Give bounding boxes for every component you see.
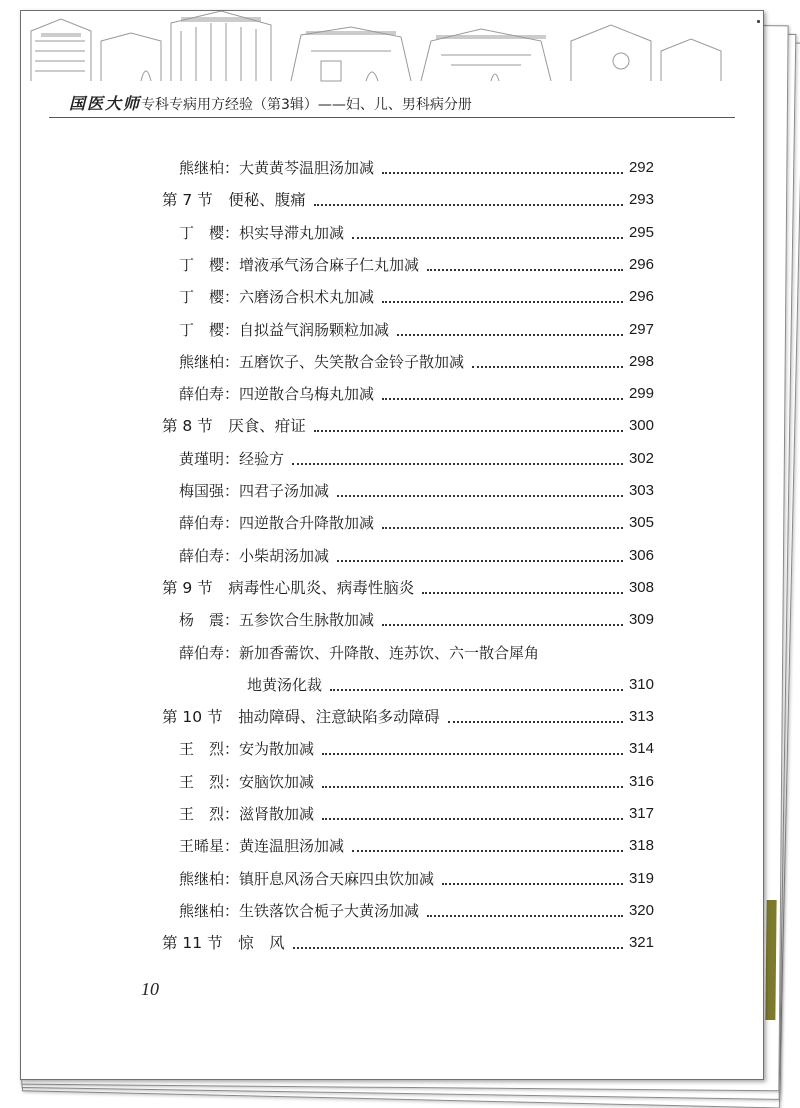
toc-entry[interactable] [179, 900, 654, 922]
toc-title: 五参饮合生脉散加减 [239, 611, 375, 630]
dot-leader [427, 915, 623, 917]
dot-leader [448, 721, 623, 723]
toc-label: 黄瑾明：经验方 [179, 449, 285, 468]
dot-leader [472, 366, 623, 368]
toc-entry[interactable] [179, 738, 654, 760]
toc-author: 丁 樱 [179, 255, 225, 274]
toc-label: 熊继柏：大黄黄芩温胆汤加减 [179, 159, 375, 177]
dot-leader [322, 753, 623, 755]
toc-page-number: 292 [628, 159, 654, 176]
header-illustration [21, 11, 763, 83]
toc-label: 丁 樱：六磨汤合枳术丸加减 [179, 288, 375, 307]
dot-leader [352, 237, 623, 239]
toc-author: 王 烈 [179, 772, 225, 791]
toc-entry[interactable] [179, 351, 654, 373]
toc-label: 王 烈：安为散加减 [179, 740, 315, 759]
toc-author: 薛伯寿 [179, 546, 225, 565]
toc-title: 镇肝息风汤合天麻四虫饮加减 [239, 869, 435, 888]
dot-leader [293, 947, 623, 949]
toc-page-number: 319 [628, 869, 654, 887]
toc-title: 自拟益气润肠颗粒加减 [239, 320, 390, 339]
toc-label: 丁 樱：自拟益气润肠颗粒加减 [179, 320, 390, 339]
toc-title: 大黄黄芩温胆汤加减 [239, 159, 375, 177]
toc-author: 丁 樱 [179, 320, 225, 339]
toc-label: 熊继柏：镇肝息风汤合天麻四虫饮加减 [179, 869, 435, 888]
toc-title: 四逆散合升降散加减 [239, 514, 375, 533]
toc-author: 王晞星 [179, 837, 225, 856]
toc-title: 安脑饮加减 [239, 772, 315, 791]
toc-page-number: 321 [628, 934, 654, 952]
toc-author: 熊继柏 [179, 159, 225, 177]
toc-label: 王 烈：滋肾散加减 [179, 805, 315, 823]
toc-entry[interactable] [179, 157, 654, 179]
toc-label: 丁 樱：增液承气汤合麻子仁丸加减 [179, 255, 420, 274]
dot-leader [422, 592, 623, 594]
toc-entry[interactable] [179, 803, 654, 825]
dot-leader [337, 495, 623, 497]
toc-page-number: 317 [628, 805, 654, 822]
toc-title: 新加香薷饮、升降散、连苏饮、六一散合犀角 [239, 643, 540, 662]
toc-page-number: 303 [628, 482, 654, 499]
toc-page-number: 299 [628, 385, 654, 403]
toc-label: 第 7 节 便秘、腹痛 [162, 191, 306, 210]
toc-author: 王 烈 [179, 740, 225, 759]
toc-author: 薛伯寿 [179, 514, 225, 533]
toc-page-number: 300 [628, 417, 654, 435]
dot-leader [314, 204, 623, 206]
dot-leader [314, 430, 623, 432]
toc-page-number: 310 [628, 675, 654, 693]
toc-label: 熊继柏：五磨饮子、失笑散合金铃子散加减 [179, 352, 465, 371]
toc-author: 黄瑾明 [179, 449, 225, 468]
toc-page-number: 313 [628, 708, 654, 726]
dot-leader [382, 527, 623, 529]
dot-leader [442, 883, 623, 885]
toc-title: 四君子汤加减 [239, 482, 330, 500]
toc-author: 杨 震 [179, 611, 225, 630]
toc-page-number: 295 [628, 223, 654, 241]
toc-title: 安为散加减 [239, 740, 315, 759]
dot-leader [322, 786, 623, 788]
toc-author: 丁 樱 [179, 288, 225, 307]
page-number: 10 [141, 979, 159, 999]
toc-page-number: 298 [628, 352, 654, 370]
toc-label: 王晞星：黄连温胆汤加减 [179, 837, 345, 856]
toc-author: 薛伯寿 [179, 385, 225, 404]
toc-label: 第 10 节 抽动障碍、注意缺陷多动障碍 [162, 708, 440, 727]
toc-title: 滋肾散加减 [239, 805, 315, 823]
dot-leader [397, 334, 623, 336]
toc-page-number: 296 [628, 255, 654, 273]
toc-title-continued: 地黄汤化裁 [247, 675, 323, 694]
toc-label: 第 8 节 厌食、疳证 [162, 417, 306, 436]
dot-leader [382, 398, 623, 400]
toc-entry[interactable] [179, 286, 654, 308]
toc-title: 枳实导滞丸加减 [239, 223, 345, 242]
toc-entry[interactable] [179, 545, 654, 567]
corner-mark [757, 20, 760, 23]
toc-page-number: 318 [628, 837, 654, 855]
toc-title: 五磨饮子、失笑散合金铃子散加减 [239, 352, 465, 371]
header-rule [49, 117, 735, 118]
toc-section[interactable] [162, 415, 654, 437]
toc-label: 丁 樱：枳实导滞丸加减 [179, 223, 345, 242]
toc-entry[interactable] [179, 771, 654, 793]
toc-page-number: 320 [628, 901, 654, 919]
dot-leader [330, 689, 623, 691]
toc-entry[interactable] [179, 609, 654, 631]
toc-section[interactable] [162, 706, 654, 728]
toc-author: 熊继柏 [179, 869, 225, 888]
toc-page-number: 305 [628, 514, 654, 532]
toc-entry[interactable] [179, 512, 654, 534]
series-brand: 国医大师 [69, 94, 142, 113]
toc-page-number: 296 [628, 288, 654, 306]
toc-page-number: 297 [628, 320, 654, 338]
toc-section[interactable] [162, 189, 654, 211]
toc-page-number: 308 [628, 578, 654, 596]
toc-entry[interactable] [247, 674, 654, 696]
dot-leader [382, 172, 623, 174]
book-page [20, 10, 764, 1080]
toc-author: 丁 樱 [179, 223, 225, 242]
toc-title: 小柴胡汤加减 [239, 546, 330, 565]
toc-title: 四逆散合乌梅丸加减 [239, 385, 375, 404]
toc-author: 熊继柏 [179, 352, 225, 371]
toc-page-number: 302 [628, 449, 654, 467]
toc-label: 第 9 节 病毒性心肌炎、病毒性脑炎 [162, 578, 415, 597]
dot-leader [382, 301, 623, 303]
toc-label: 梅国强：四君子汤加减 [179, 482, 330, 500]
toc-entry[interactable] [179, 319, 654, 341]
toc-label: 王 烈：安脑饮加减 [179, 772, 315, 791]
toc-label: 薛伯寿：四逆散合升降散加减 [179, 514, 375, 533]
toc-entry[interactable] [179, 448, 654, 470]
book-edge [765, 900, 776, 1020]
toc-label: 熊继柏：生铁落饮合栀子大黄汤加减 [179, 901, 420, 920]
toc-entry[interactable] [179, 383, 654, 405]
dot-leader [427, 269, 623, 271]
toc-section[interactable] [162, 932, 654, 954]
dot-leader [352, 850, 623, 852]
toc-title: 经验方 [239, 449, 285, 468]
toc-entry[interactable] [179, 480, 654, 502]
dot-leader [322, 818, 623, 820]
toc-author: 薛伯寿： [179, 643, 240, 662]
toc-entry-first-line [179, 642, 539, 663]
toc-author: 王 烈 [179, 805, 225, 823]
toc-entry[interactable] [179, 222, 654, 244]
toc-label: 薛伯寿：四逆散合乌梅丸加减 [179, 385, 375, 404]
toc-author: 梅国强 [179, 482, 225, 500]
toc-page-number: 309 [628, 611, 654, 629]
toc-entry[interactable] [179, 868, 654, 890]
toc-title: 黄连温胆汤加减 [239, 837, 345, 856]
toc-title: 六磨汤合枳术丸加减 [239, 288, 375, 307]
toc-title: 生铁落饮合栀子大黄汤加减 [239, 901, 420, 920]
toc-label: 杨 震：五参饮合生脉散加减 [179, 611, 375, 630]
dot-leader [337, 560, 623, 562]
toc-title: 增液承气汤合麻子仁丸加减 [239, 255, 420, 274]
toc-label: 薛伯寿：小柴胡汤加减 [179, 546, 330, 565]
toc-page-number: 314 [628, 740, 654, 758]
toc-entry[interactable] [179, 835, 654, 857]
toc-author: 熊继柏 [179, 901, 225, 920]
dot-leader [382, 624, 623, 626]
toc-page-number: 316 [628, 772, 654, 790]
toc-entry[interactable] [179, 254, 654, 276]
running-header [69, 91, 472, 114]
toc-page-number: 293 [628, 191, 654, 209]
book-title: 专科专病用方经验（第3辑）——妇、儿、男科病分册 [141, 97, 472, 113]
toc-section[interactable] [162, 577, 654, 599]
toc-label: 第 11 节 惊 风 [162, 934, 285, 953]
dot-leader [292, 463, 623, 465]
toc-page-number: 306 [628, 546, 654, 564]
